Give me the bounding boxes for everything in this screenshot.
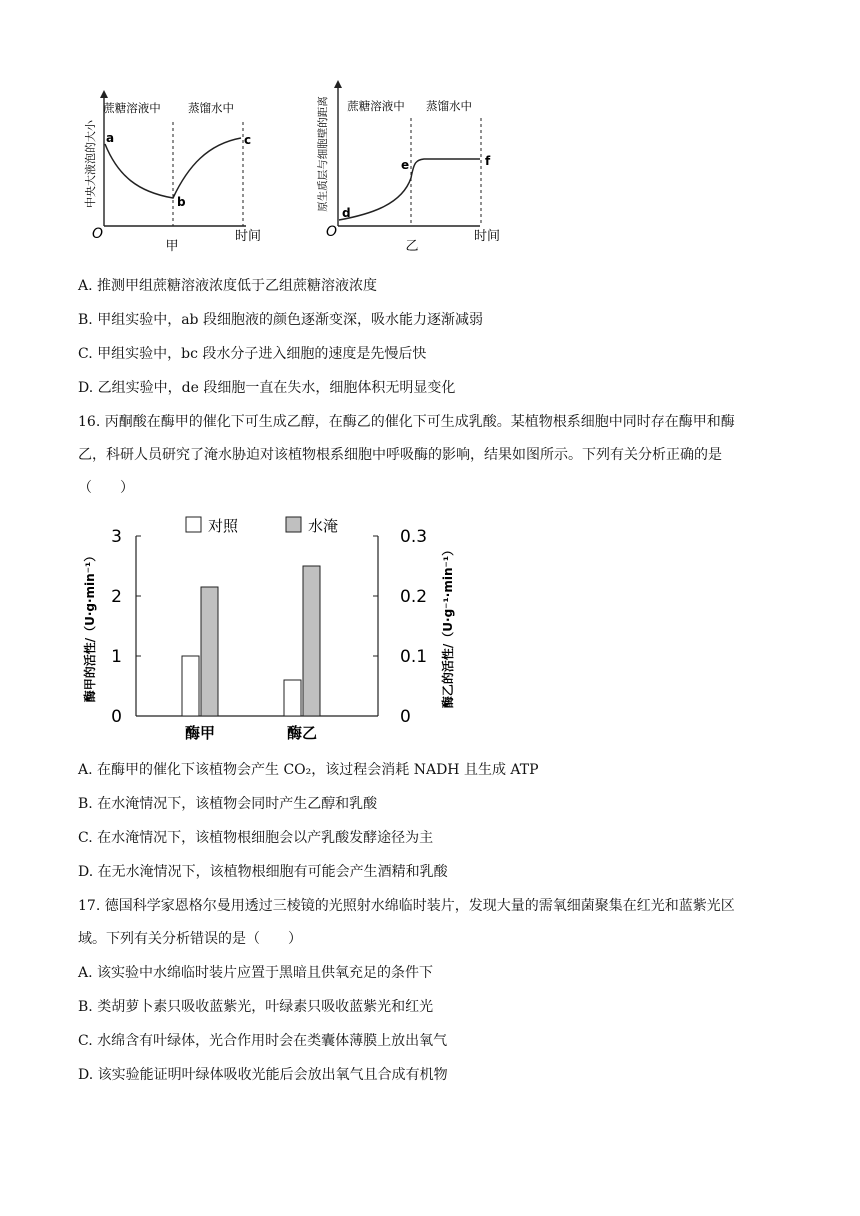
- right-y-axis-title: 酶乙的活性/（U·g⁻¹·min⁻¹）: [441, 543, 455, 709]
- jia-region-left: 蔗糖溶液中: [103, 101, 161, 115]
- yi-point-e: e: [401, 158, 410, 172]
- yi-y-axis-label: 原生质层与细胞壁的距离: [317, 96, 329, 212]
- yi-curve: [339, 159, 480, 220]
- jia-y-axis-label: 中央大液泡的大小: [84, 120, 97, 208]
- jia-y-axis-arrow: [100, 90, 108, 98]
- q16-stem-line3: （ ）: [78, 480, 134, 496]
- yi-point-d: d: [342, 206, 351, 220]
- right-y-tick-label: 0.1: [400, 647, 428, 667]
- bar-flooded-enzyme-yi: [303, 566, 320, 716]
- figure-jia: [78, 86, 283, 254]
- yi-x-axis-label: 时间: [473, 229, 501, 244]
- right-y-tick-label: 0.2: [400, 587, 428, 607]
- jia-point-a: a: [106, 131, 115, 145]
- q16-stem-line1: 16. 丙酮酸在酶甲的催化下可生成乙醇，在酶乙的催化下可生成乳酸。某植物根系细胞中同时存在酶甲和酶: [78, 414, 735, 430]
- yi-origin: O: [326, 224, 338, 240]
- q17-stem-line1: 17. 德国科学家恩格尔曼用透过三棱镜的光照射水绵临时装片，发现大量的需氧细菌聚集在红光和蓝紫光区: [78, 898, 735, 914]
- yi-y-axis-arrow: [334, 80, 342, 88]
- yi-caption: 乙: [405, 239, 419, 254]
- yi-region-left: 蔗糖溶液中: [347, 99, 405, 113]
- legend-swatch-flooded: [286, 517, 301, 532]
- q17-option-b: B. 类胡萝卜素只吸收蓝紫光，叶绿素只吸收蓝紫光和红光: [78, 999, 434, 1015]
- bar-flooded-enzyme-jia: [201, 587, 218, 716]
- figure-yi: [312, 78, 512, 256]
- q17-option-a: A. 该实验中水绵临时装片应置于黑暗且供氧充足的条件下: [78, 965, 434, 981]
- category-label: 酶甲: [184, 724, 216, 742]
- jia-region-right: 蒸馏水中: [188, 101, 234, 115]
- left-y-tick-label: 1: [111, 647, 122, 667]
- q16-option-c: C. 在水淹情况下，该植物根细胞会以产乳酸发酵途径为主: [78, 830, 434, 846]
- bar-control-enzyme-jia: [182, 656, 199, 716]
- left-y-tick-label: 2: [111, 587, 122, 607]
- category-label: 酶乙: [286, 724, 318, 742]
- yi-region-right: 蒸馏水中: [426, 99, 472, 113]
- q15-option-a: A. 推测甲组蔗糖溶液浓度低于乙组蔗糖溶液浓度: [78, 278, 378, 294]
- q15-option-c: C. 甲组实验中，bc 段水分子进入细胞的速度是先慢后快: [78, 346, 427, 362]
- q15-option-d: D. 乙组实验中，de 段细胞一直在失水，细胞体积无明显变化: [78, 380, 456, 396]
- jia-caption: 甲: [165, 239, 179, 254]
- q16-option-d: D. 在无水淹情况下，该植物根细胞有可能会产生酒精和乳酸: [78, 864, 448, 880]
- legend-swatch-control: [186, 517, 201, 532]
- right-y-tick-label: 0.3: [400, 527, 428, 547]
- left-y-tick-label: 0: [111, 707, 122, 727]
- bar-control-enzyme-yi: [284, 680, 301, 716]
- enzyme-activity-chart: [78, 508, 478, 748]
- q17-option-d: D. 该实验能证明叶绿体吸收光能后会放出氧气且合成有机物: [78, 1067, 448, 1083]
- jia-point-c: c: [244, 133, 252, 147]
- jia-x-axis-label: 时间: [234, 229, 262, 244]
- q17-option-c: C. 水绵含有叶绿体，光合作用时会在类囊体薄膜上放出氧气: [78, 1033, 448, 1049]
- left-y-axis-title: 酶甲的活性/（U·g·min⁻¹）: [83, 549, 97, 703]
- q16-stem-line2: 乙，科研人员研究了淹水胁迫对该植物根系细胞中呼吸酶的影响，结果如图所示。下列有关分析正确的是: [78, 447, 722, 463]
- left-y-tick-label: 3: [111, 527, 122, 547]
- jia-point-b: b: [177, 195, 186, 209]
- jia-origin: O: [92, 226, 104, 242]
- q15-option-b: B. 甲组实验中，ab 段细胞液的颜色逐渐变深，吸水能力逐渐减弱: [78, 312, 483, 328]
- q16-option-a: A. 在酶甲的催化下该植物会产生 CO₂，该过程会消耗 NADH 且生成 ATP: [78, 762, 539, 778]
- legend-label-flooded: 水淹: [308, 517, 339, 535]
- legend-label-control: 对照: [208, 517, 239, 535]
- right-y-tick-label: 0: [400, 707, 411, 727]
- yi-point-f: f: [485, 154, 491, 168]
- q17-stem-line2: 域。下列有关分析错误的是（ ）: [78, 931, 302, 947]
- q16-option-b: B. 在水淹情况下，该植物会同时产生乙醇和乳酸: [78, 796, 378, 812]
